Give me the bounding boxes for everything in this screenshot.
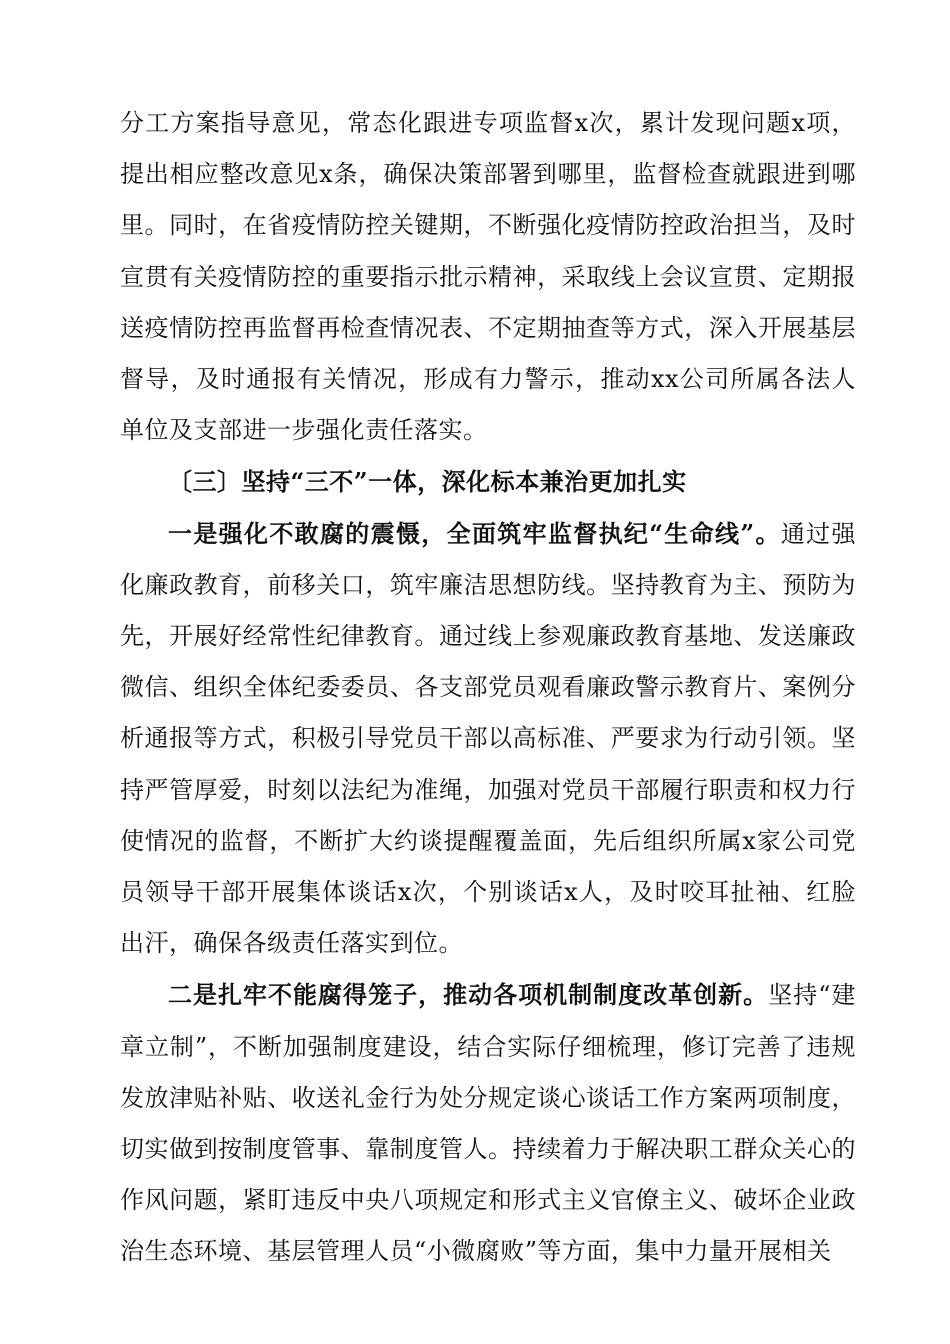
paragraph-deterrence-lead: 一是强化不敢腐的震慑，全面筑牢监督执纪“生命线”。 bbox=[168, 518, 781, 548]
paragraph-deterrence bbox=[120, 508, 856, 970]
section-heading-three: 〔三〕坚持“三不”一体，深化标本兼治更加扎实 bbox=[168, 467, 687, 497]
paragraph-institutions-body: 坚持“建章立制”，不断加强制度建设，结合实际仔细梳理，修订完善了违规发放津贴补贴、收送礼金行为处分规定谈心谈话工作方案两项制度，切实做到按制度管事、靠制度管人。持续着力于解决职工群众关心的作风问题，紧盯违反中央八项规定和形式主义官僚主义、破坏企业政治生态环境、基层管理人员“小微腐败”等方面，集中力量开展相关 bbox=[120, 981, 856, 1266]
paragraph-institutions bbox=[120, 969, 856, 1277]
paragraph-inspection-followup: 分工方案指导意见，常态化跟进专项监督x次，累计发现问题x项，提出相应整改意见x条，确保决策部署到哪里，监督检查就跟进到哪里。同时，在省疫情防控关键期，不断强化疫情防控政治担当，及时宣贯有关疫情防控的重要指示批示精神，采取线上会议宣贯、定期报送疫情防控再监督再检查情况表、不定期抽查等方式，深入开展基层督导，及时通报有关情况，形成有力警示，推动xx公司所属各法人单位及支部进一步强化责任落实。 bbox=[120, 109, 856, 445]
paragraph-deterrence-body: 通过强化廉政教育，前移关口，筑牢廉洁思想防线。坚持教育为主、预防为先，开展好经常性纪律教育。通过线上参观廉政教育基地、发送廉政微信、组织全体纪委委员、各支部党员观看廉政警示教育片、案例分析通报等方式，积极引导党员干部以高标准、严要求为行动引领。坚持严管厚爱，时刻以法纪为准绳，加强对党员干部履行职责和权力行使情况的监督，不断扩大约谈提醒覆盖面，先后组织所属x家公司党员领导干部开展集体谈话x次，个别谈话x人，及时咬耳扯袖、红脸出汗，确保各级责任落实到位。 bbox=[120, 519, 857, 958]
document-page bbox=[120, 98, 856, 1278]
paragraph-institutions-lead: 二是扎牢不能腐得笼子，推动各项机制制度改革创新。 bbox=[168, 980, 769, 1010]
